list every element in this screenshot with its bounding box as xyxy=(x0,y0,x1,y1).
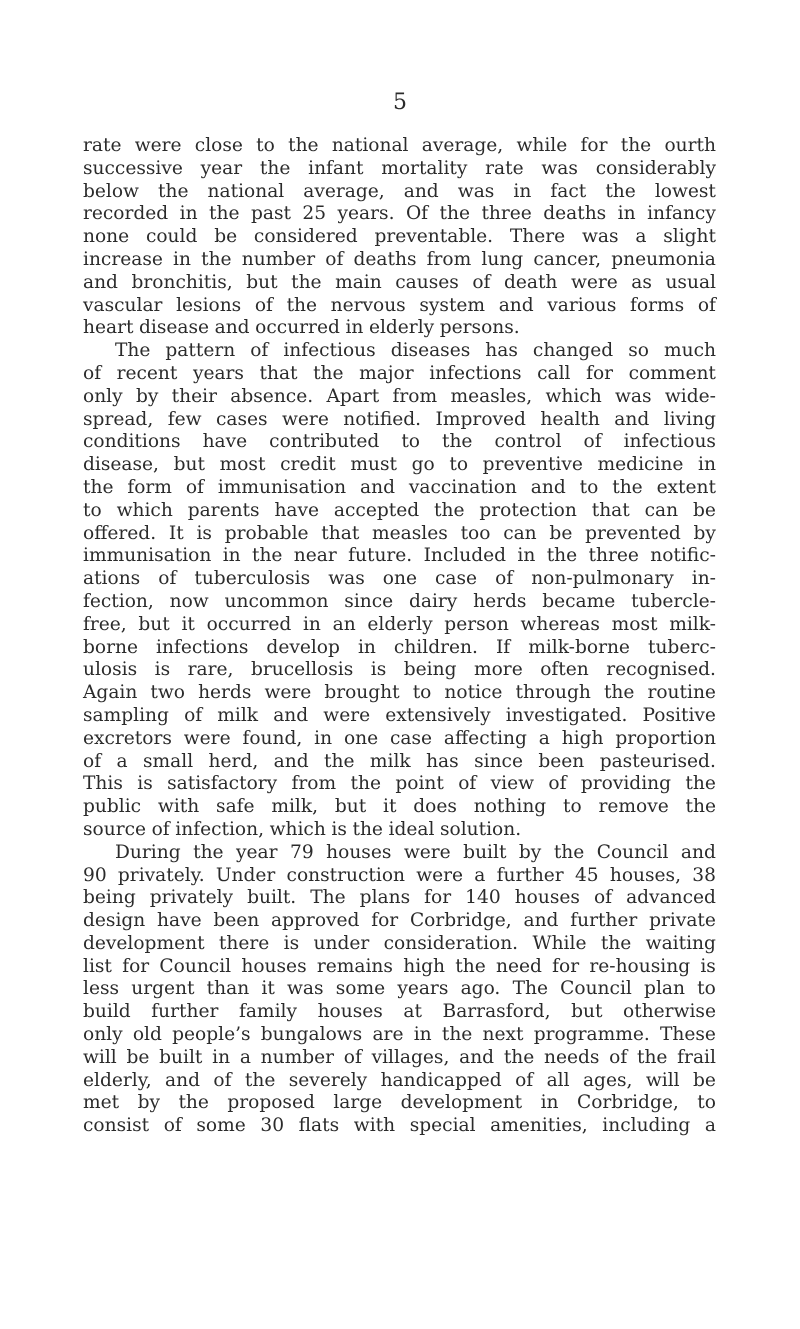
text-line: This is satisfactory from the point of view of providing the xyxy=(83,773,716,795)
text-line: will be built in a number of villages, and the needs of the frail xyxy=(83,1046,716,1068)
text-line: vascular lesions of the nervous system and various forms of xyxy=(83,294,716,316)
text-line: public with safe milk, but it does nothing to remove the xyxy=(83,796,716,818)
text-line: borne infections develop in children. If milk-borne tuberc- xyxy=(83,636,716,658)
text-line: none could be considered preventable. There was a slight xyxy=(83,226,716,248)
text-line: spread, few cases were notified. Improved health and living xyxy=(83,408,716,430)
text-line: consist of some 30 flats with special amenities, including a xyxy=(83,1115,716,1137)
text-line: less urgent than it was some years ago. The Council plan to xyxy=(83,978,716,1000)
text-line: increase in the number of deaths from lung cancer, pneumonia xyxy=(83,248,716,270)
paragraph xyxy=(83,340,716,842)
text-line: disease, but most credit must go to preventive medicine in xyxy=(83,454,716,476)
text-line: conditions have contributed to the control of infectious xyxy=(83,431,716,453)
text-line: immunisation in the near future. Included in the three notific- xyxy=(83,545,716,567)
text-line: build further family houses at Barrasford, but otherwise xyxy=(83,1001,716,1023)
text-line: only old people’s bungalows are in the next programme. These xyxy=(83,1024,716,1046)
text-line: heart disease and occurred in elderly persons. xyxy=(83,317,520,339)
text-line: met by the proposed large development in Corbridge, to xyxy=(83,1092,716,1114)
text-line: of recent years that the major infections call for comment xyxy=(83,362,716,384)
paragraph xyxy=(83,842,716,1138)
text-line: only by their absence. Apart from measles, which was wide- xyxy=(83,385,716,407)
text-line: rate were close to the national average, while for the ourth xyxy=(83,135,716,156)
text-line: below the national average, and was in fact the lowest xyxy=(83,180,716,202)
text-line: Again two herds were brought to notice through the routine xyxy=(83,682,716,704)
text-line: During the year 79 houses were built by the Council and xyxy=(115,841,716,863)
text-line: design have been approved for Corbridge, and further private xyxy=(83,910,716,932)
text-line: 90 privately. Under construction were a further 45 houses, 38 xyxy=(83,864,716,886)
text-line: development there is under consideration. While the waiting xyxy=(83,932,716,954)
body-text xyxy=(83,135,716,1138)
text-line: offered. It is probable that measles too can be prevented by xyxy=(83,522,716,544)
paragraph xyxy=(83,135,716,340)
text-line: to which parents have accepted the protection that can be xyxy=(83,499,716,521)
text-line: The pattern of infectious diseases has changed so much xyxy=(115,340,716,362)
text-line: ulosis is rare, brucellosis is being more often recognised. xyxy=(83,659,716,681)
text-line: source of infection, which is the ideal solution. xyxy=(83,818,522,840)
text-line: successive year the infant mortality rate was considerably xyxy=(83,157,716,179)
text-line: sampling of milk and were extensively investigated. Positive xyxy=(83,704,716,726)
text-line: excretors were found, in one case affecting a high proportion xyxy=(83,727,716,749)
text-line: elderly, and of the severely handicapped of all ages, will be xyxy=(83,1069,716,1091)
text-line: recorded in the past 25 years. Of the three deaths in infancy xyxy=(83,203,716,225)
page-number: 5 xyxy=(393,90,407,115)
text-line: fection, now uncommon since dairy herds became tubercle- xyxy=(83,590,716,612)
text-line: of a small herd, and the milk has since been pasteurised. xyxy=(83,750,716,772)
text-line: list for Council houses remains high the need for re-housing is xyxy=(83,955,716,977)
text-line: being privately built. The plans for 140 houses of advanced xyxy=(83,887,716,909)
text-line: the form of immunisation and vaccination and to the extent xyxy=(83,476,716,498)
text-line: ations of tuberculosis was one case of non-pulmonary in- xyxy=(83,568,716,590)
text-line: free, but it occurred in an elderly person whereas most milk- xyxy=(83,613,716,635)
text-line: and bronchitis, but the main causes of death were as usual xyxy=(83,271,716,293)
